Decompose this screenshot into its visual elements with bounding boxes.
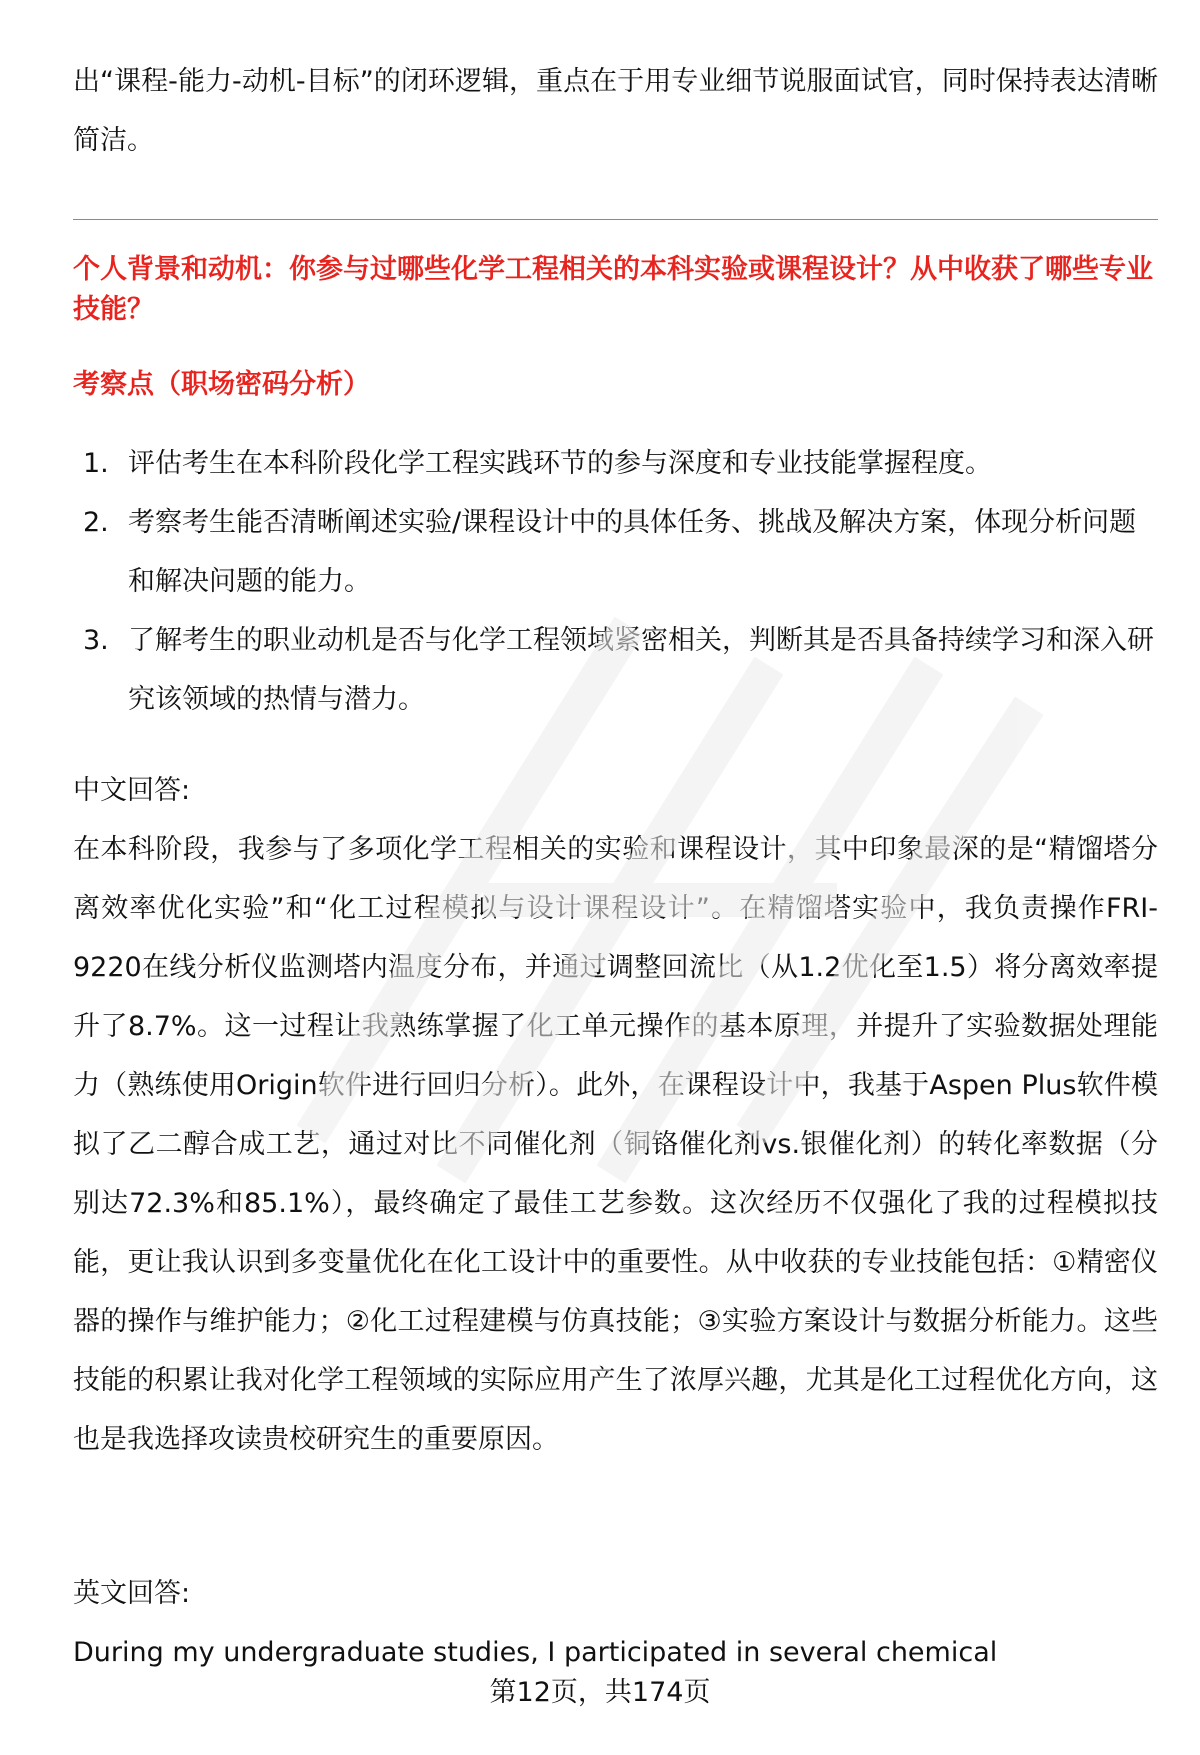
point-text: 了解考生的职业动机是否与化学工程领域紧密相关，判断其是否具备持续学习和深入研究该领域的热情与潜力。 bbox=[128, 625, 1154, 715]
assessment-point bbox=[73, 434, 1158, 493]
assessment-point bbox=[73, 493, 1158, 611]
assessment-heading: 考察点（职场密码分析） bbox=[73, 369, 370, 400]
english-answer-paragraph: During my undergraduate studies, I participated in several chemical bbox=[73, 1637, 998, 1668]
point-number: 1. bbox=[83, 448, 109, 479]
page-footer: 第12页，共174页 bbox=[489, 1677, 711, 1708]
point-text: 考察考生能否清晰阐述实验/课程设计中的具体任务、挑战及解决方案，体现分析问题和解决问题的能力。 bbox=[128, 507, 1137, 597]
point-number: 3. bbox=[83, 625, 109, 656]
chinese-answer-label: 中文回答: bbox=[73, 775, 191, 806]
point-text: 评估考生在本科阶段化学工程实践环节的参与深度和专业技能掌握程度。 bbox=[128, 448, 992, 479]
assessment-points-list bbox=[73, 434, 1158, 729]
english-answer-label: 英文回答: bbox=[73, 1578, 191, 1609]
chinese-answer-paragraph: 在本科阶段，我参与了多项化学工程相关的实验和课程设计，其中印象最深的是“精馏塔分离效率优化实验”和“化工过程模拟与设计课程设计”。在精馏塔实验中，我负责操作FRI-9220在线分析仪监测塔内温度分布，并通过调整回流比（从1.2优化至1.5）将分离效率提升了8.7%。这一过程让我熟练掌握了化工单元操作的基本原理，并提升了实验数据处理能力（熟练使用Origin软件进行回归分析）。此外，在课程设计中，我基于Aspen Plus软件模拟了乙二醇合成工艺，通过对比不同催化剂（铜铬催化剂vs.银催化剂）的转化率数据（分别达72.3%和85.1%），最终确定了最佳工艺参数。这次经历不仅强化了我的过程模拟技能，更让我认识到多变量优化在化工设计中的重要性。从中收获的专业技能包括：①精密仪器的操作与维护能力；②化工过程建模与仿真技能；③实验方案设计与数据分析能力。这些技能的积累让我对化学工程领域的实际应用产生了浓厚兴趣，尤其是化工过程优化方向，这也是我选择攻读贵校研究生的重要原因。 bbox=[73, 834, 1158, 1455]
intro-paragraph: 出“课程-能力-动机-目标”的闭环逻辑，重点在于用专业细节说服面试官，同时保持表达清晰简洁。 bbox=[73, 66, 1158, 156]
point-number: 2. bbox=[83, 507, 109, 538]
section-divider bbox=[73, 219, 1158, 220]
question-heading: 个人背景和动机：你参与过哪些化学工程相关的本科实验或课程设计？从中收获了哪些专业技能？ bbox=[73, 254, 1153, 325]
assessment-point bbox=[73, 611, 1158, 729]
